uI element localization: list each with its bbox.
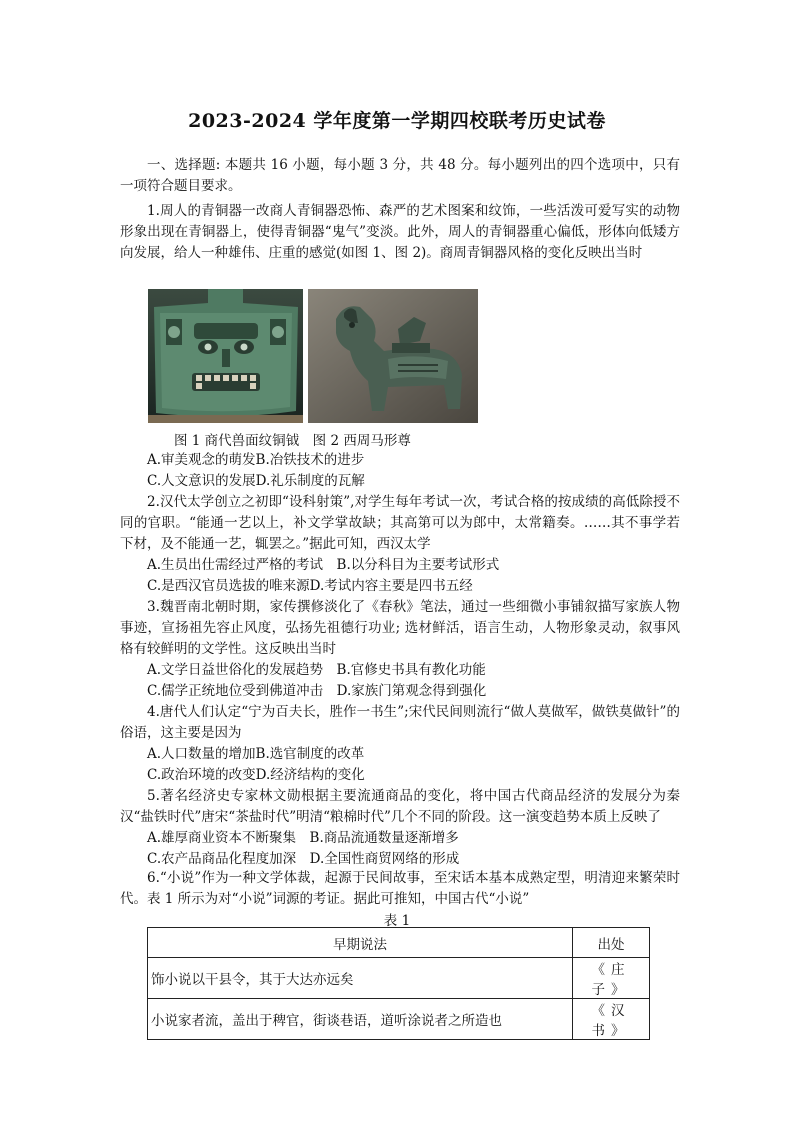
question-4-options-cd: C.政治环境的改变D.经济结构的变化 bbox=[147, 767, 365, 783]
table-cell: 小说家者流，盖出于稗官，街谈巷语，道听涂说者之所造也 bbox=[148, 999, 573, 1040]
figure-1-bronze-axe bbox=[148, 289, 303, 423]
question-2-options-ab: A.生员出仕需经过严格的考试 B.以分科目为主要考试形式 bbox=[147, 557, 500, 573]
question-3-stem: 3.魏晋南北朝时期，家传撰修淡化了《春秋》笔法，通过一些细微小事铺叙描写家族人物事迹，宣扬祖先容止风度，弘扬先祖德行功业; 选材鲜活，语言生动，人物形象灵动，叙事风格有较鲜明的文学性。这反映出当时 bbox=[120, 599, 680, 657]
question-5-options-cd: C.农产品商品化程度加深 D.全国性商贸网络的形成 bbox=[147, 851, 460, 867]
question-1-figures bbox=[148, 289, 478, 423]
bronze-figures-image bbox=[148, 289, 478, 423]
table-row bbox=[148, 999, 650, 1040]
question-2-stem: 2.汉代太学创立之初即“设科射策”,对学生每年考试一次，考试合格的按成绩的高低除授不同的官职。“能通一艺以上，补文学掌故缺；其高第可以为郎中，太常籍奏。……其不事学若下材，及不能通一艺，辄罢之。”据此可知，西汉太学 bbox=[120, 494, 680, 552]
source-table bbox=[147, 927, 650, 1040]
table-header-cell: 出处 bbox=[573, 928, 650, 958]
table-header-row bbox=[148, 928, 650, 958]
question-5-options-ab: A.雄厚商业资本不断聚集 B.商品流通数量逐渐增多 bbox=[147, 830, 459, 846]
table-header-cell: 早期说法 bbox=[148, 928, 573, 958]
figure-2-horse-zun bbox=[308, 289, 478, 423]
question-5-stem: 5.著名经济史专家林文勋根据主要流通商品的变化，将中国古代商品经济的发展分为秦汉“盐铁时代”唐宋“茶盐时代”明清“粮棉时代”几个不同的阶段。这一演变趋势本质上反映了 bbox=[120, 788, 680, 825]
section-instructions: 一、选择题: 本题共 16 小题，每小题 3 分，共 48 分。每小题列出的四个选项中，只有一项符合题目要求。 bbox=[120, 157, 680, 194]
question-4-stem: 4.唐代人们认定“宁为百夫长，胜作一书生”;宋代民间则流行“做人莫做军，做铁莫做针”的俗语，这主要是因为 bbox=[120, 704, 680, 741]
question-1-stem: 1.周人的青铜器一改商人青铜器恐怖、森严的艺术图案和纹饰，一些活泼可爱写实的动物形象出现在青铜器上，使得青铜器“鬼气”变淡。此外，周人的青铜器重心偏低，形体向低矮方向发展，给人一种雄伟、庄重的感觉(如图 1、图 2)。商周青铜器风格的变化反映出当时 bbox=[120, 203, 680, 261]
figure-caption: 图 1 商代兽面纹铜钺 图 2 西周马形尊 bbox=[174, 433, 411, 449]
question-3-options-cd: C.儒学正统地位受到佛道冲击 D.家族门第观念得到强化 bbox=[147, 683, 487, 699]
question-3-options-ab: A.文学日益世俗化的发展趋势 B.官修史书具有教化功能 bbox=[147, 662, 486, 678]
table-cell: 《庄子》 bbox=[573, 958, 650, 999]
question-1-options-ab: A.审美观念的萌发B.冶铁技术的进步 bbox=[147, 452, 365, 468]
table-caption: 表 1 bbox=[383, 913, 411, 929]
question-1-options-cd: C.人文意识的发展D.礼乐制度的瓦解 bbox=[147, 473, 365, 489]
table-cell: 饰小说以干县令，其于大达亦远矣 bbox=[148, 958, 573, 999]
question-4-options-ab: A.人口数量的增加B.选官制度的改革 bbox=[147, 746, 365, 762]
table-row bbox=[148, 958, 650, 999]
page-title: 2023-2024 学年度第一学期四校联考历史试卷 bbox=[188, 110, 606, 132]
question-6-stem: 6.“小说”作为一种文学体裁，起源于民间故事，至宋话本基本成熟定型，明清迎来繁荣时代。表 1 所示为对“小说”词源的考证。据此可推知，中国古代“小说” bbox=[120, 870, 680, 907]
question-2-options-cd: C.是西汉官员选拔的唯来源D.考试内容主要是四书五经 bbox=[147, 578, 473, 594]
table-cell: 《汉书》 bbox=[573, 999, 650, 1040]
